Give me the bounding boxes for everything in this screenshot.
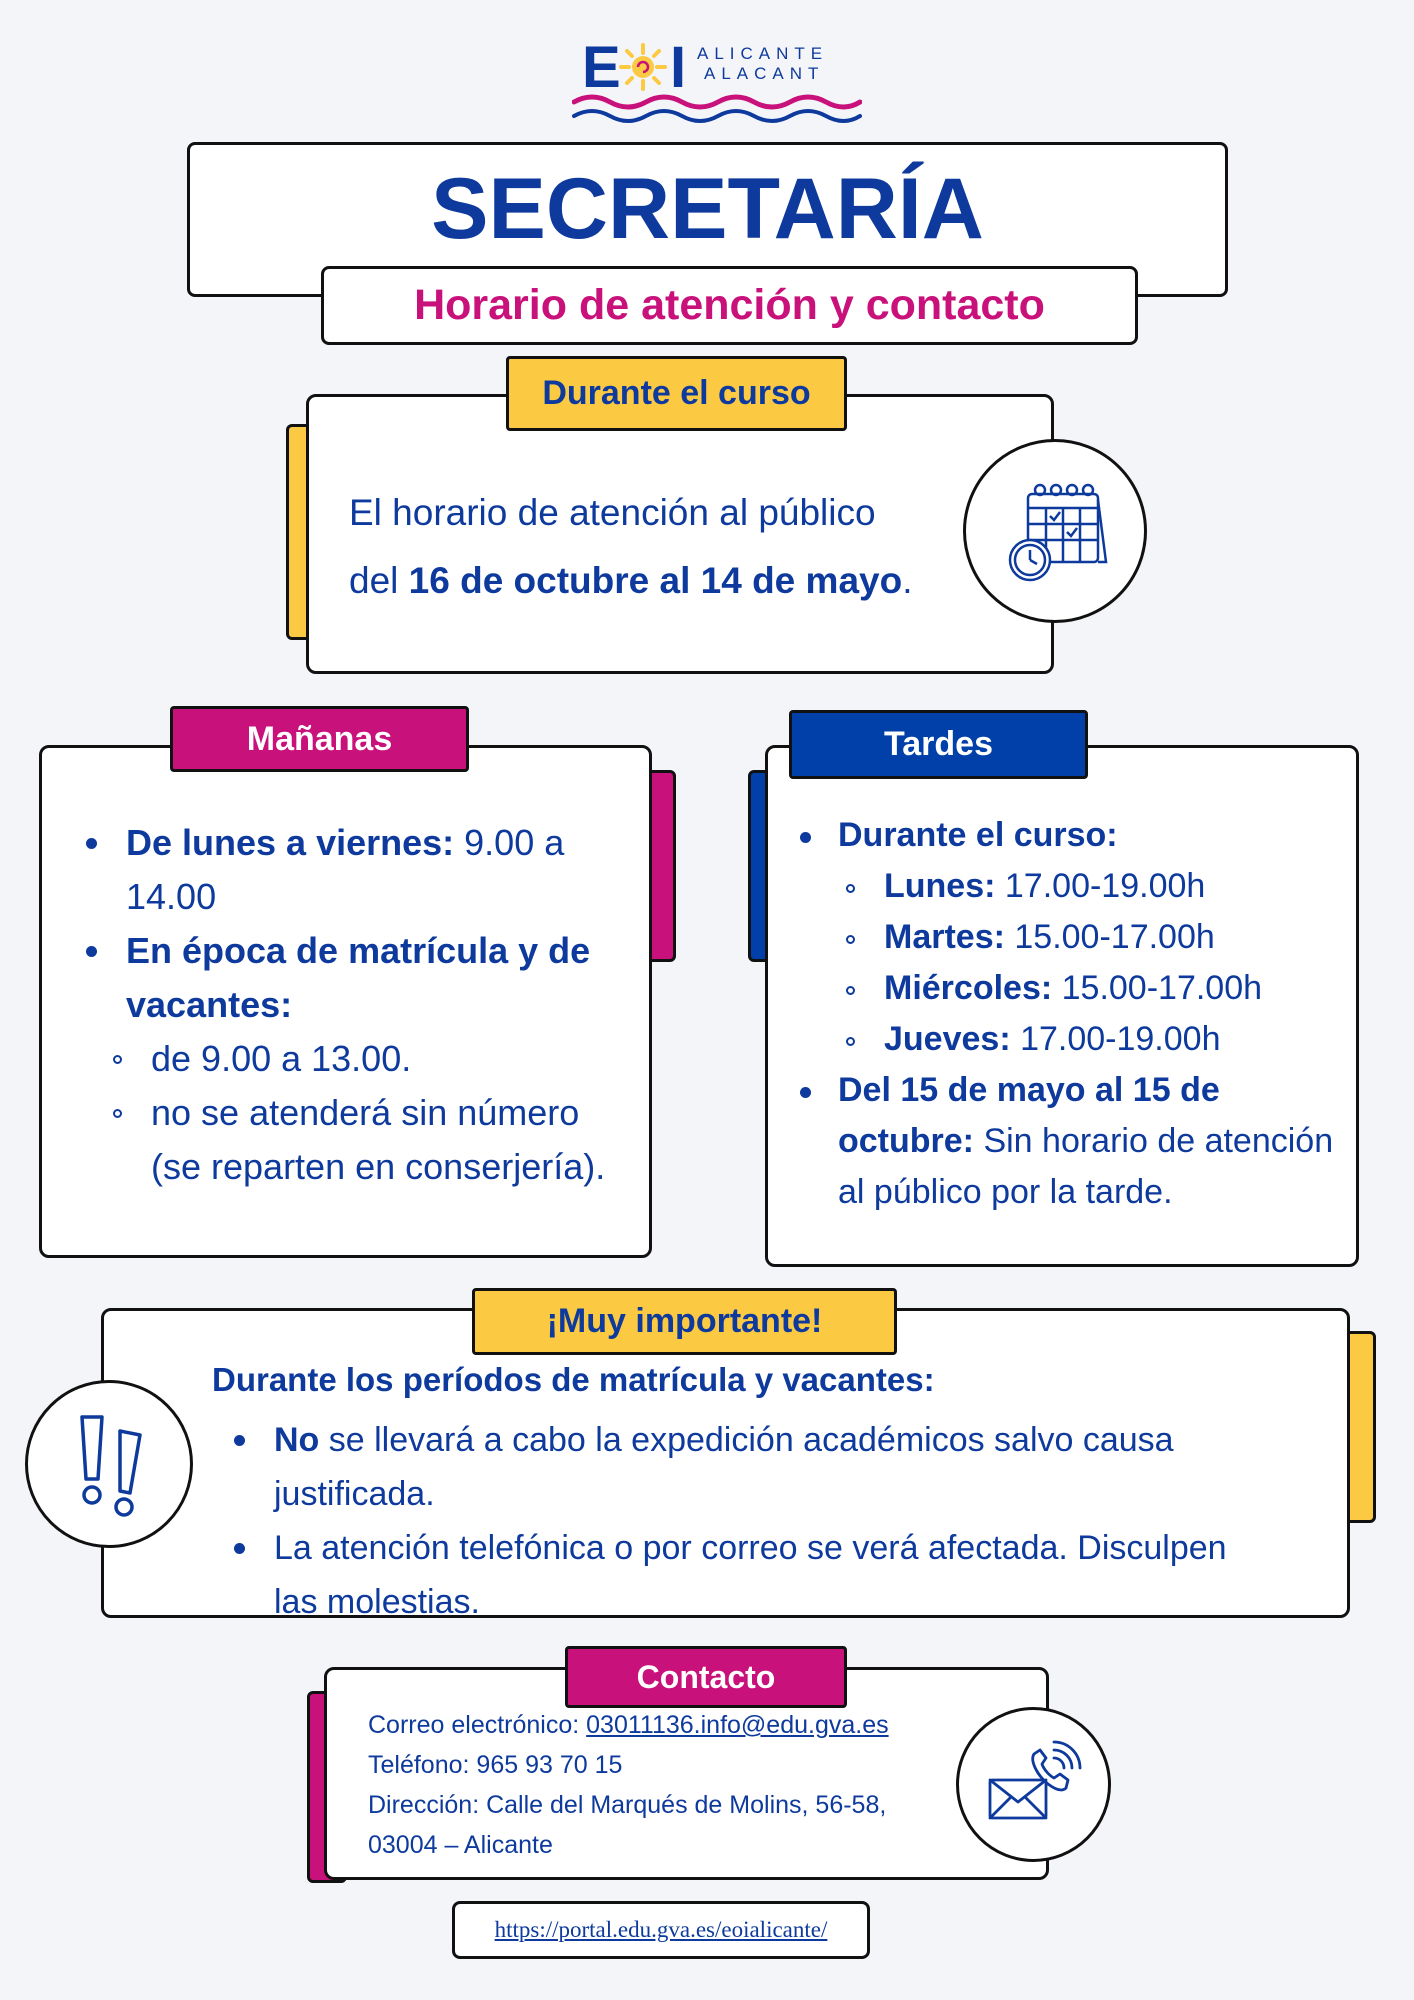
importante-tab: ¡Muy importante! — [472, 1288, 897, 1355]
mananas-card — [39, 745, 652, 1258]
curso-tab: Durante el curso — [506, 356, 847, 431]
curso-text-line1: El horario de atención al público — [349, 492, 876, 533]
contacto-phone: Teléfono: 965 93 70 15 — [368, 1751, 623, 1779]
mananas-tab: Mañanas — [170, 706, 469, 772]
mananas-item-2: En época de matrícula y de vacantes: de 9.00 a 13.00. no se atenderá sin número (se reparten en conserjería). — [86, 924, 616, 1194]
tardes-card — [765, 745, 1359, 1267]
mail-phone-icon — [984, 1740, 1084, 1830]
importante-item-2: La atención telefónica o por correo se verá afectada. Disculpen las molestias. — [234, 1521, 1234, 1629]
email-link[interactable]: 03011136.info@edu.gva.es — [586, 1711, 889, 1739]
exclamation-icon — [54, 1409, 164, 1519]
curso-text-line2: del 16 de octubre al 14 de mayo. — [349, 560, 913, 601]
calendar-circle — [963, 439, 1147, 623]
tardes-day-item: Miércoles: 15.00-17.00h — [860, 963, 1340, 1014]
logo-line-1: ALICANTE — [697, 44, 829, 63]
tardes-item-2: Del 15 de mayo al 15 de octubre: Sin horario de atención al público por la tarde. — [800, 1065, 1340, 1218]
tardes-day-item: Jueves: 17.00-19.00h — [860, 1014, 1340, 1065]
tardes-day-item: Martes: 15.00-17.00h — [860, 912, 1340, 963]
contacto-email-line: Correo electrónico: 03011136.info@edu.gva.es — [368, 1711, 889, 1739]
calendar-clock-icon — [1000, 476, 1110, 586]
tardes-day-item: Lunes: 17.00-19.00h — [860, 861, 1340, 912]
page-subtitle: Horario de atención y contacto — [414, 281, 1045, 329]
website-link[interactable]: https://portal.edu.gva.es/eoialicante/ — [494, 1917, 828, 1942]
tardes-tab: Tardes — [789, 710, 1088, 779]
contacto-address-1: Dirección: Calle del Marqués de Molins, 56-58, — [368, 1791, 887, 1819]
sun-icon — [618, 42, 668, 92]
mananas-item-1: De lunes a viernes: 9.00 a 14.00 — [86, 816, 616, 924]
mananas-subitem-2: no se atenderá sin número (se reparten en conserjería). — [127, 1086, 616, 1194]
tardes-item-1: Durante el curso: Lunes: 17.00-19.00h Martes: 15.00-17.00h Miércoles: 15.00-17.00h Jueves: 17.00-19.00h — [800, 810, 1340, 1065]
logo-line-2: ALACANT — [704, 64, 825, 83]
exclamation-circle — [25, 1380, 193, 1548]
contacto-tab: Contacto — [565, 1646, 847, 1708]
contact-circle — [956, 1707, 1111, 1862]
waves-icon — [572, 92, 862, 124]
url-box — [452, 1901, 870, 1959]
subtitle-box — [321, 266, 1138, 345]
mananas-subitem-1: de 9.00 a 13.00. — [127, 1032, 616, 1086]
importante-item-1: No se llevará a cabo la expedición académicos salvo causa justificada. — [234, 1413, 1234, 1521]
page-title: SECRETARÍA — [431, 161, 984, 257]
importante-heading: Durante los períodos de matrícula y vacantes: — [212, 1361, 935, 1398]
logo: E I ALICANTE ALACANT — [572, 34, 862, 124]
contacto-address-2: 03004 – Alicante — [368, 1831, 553, 1859]
curso-card — [306, 394, 1054, 674]
